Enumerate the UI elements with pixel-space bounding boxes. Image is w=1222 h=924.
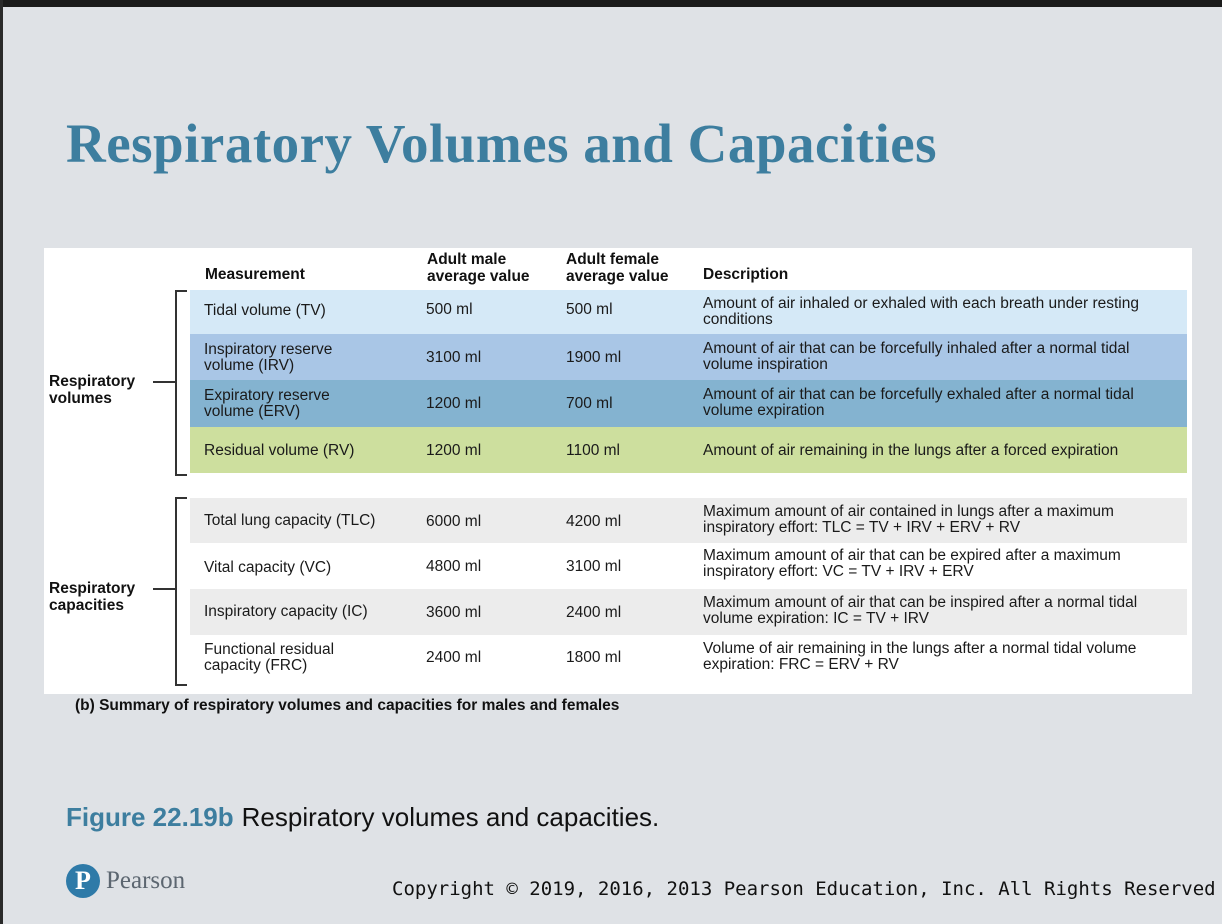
volume-row: [190, 290, 1187, 334]
capacity-row: [190, 498, 1187, 543]
male-value: 3100 ml: [426, 349, 482, 366]
measurement-cell: Inspiratory reserve volume (IRV): [204, 341, 333, 374]
female-value: 4200 ml: [566, 513, 622, 530]
measurement-cell: Inspiratory capacity (IC): [204, 603, 368, 620]
male-value: 1200 ml: [426, 442, 482, 459]
measurement-cell: Vital capacity (VC): [204, 559, 332, 576]
description-cell: Amount of air that can be forcefully inhaled after a normal tidal volume inspiration: [703, 340, 1130, 373]
volume-row: [190, 380, 1187, 427]
male-value: 1200 ml: [426, 395, 482, 412]
header-description: Description: [703, 266, 789, 283]
female-value: 1900 ml: [566, 349, 622, 366]
capacities-bracket: [175, 497, 187, 686]
figure-caption: [66, 802, 659, 833]
measurement-cell: Total lung capacity (TLC): [204, 512, 376, 529]
header-measurement: Measurement: [205, 266, 305, 283]
description-cell: Amount of air inhaled or exhaled with each breath under resting conditions: [703, 295, 1139, 328]
volumes-bracket: [175, 290, 187, 476]
header-male: Adult male average value: [427, 251, 530, 285]
volumes-bracket-tick: [153, 381, 175, 383]
measurement-cell: Tidal volume (TV): [204, 302, 326, 319]
window-top-bar: [0, 0, 1222, 7]
female-value: 3100 ml: [566, 558, 622, 575]
figure-caption-text: Respiratory volumes and capacities.: [241, 802, 660, 832]
slide-title: Respiratory Volumes and Capacities: [66, 113, 938, 174]
male-value: 4800 ml: [426, 558, 482, 575]
female-value: 2400 ml: [566, 604, 622, 621]
male-value: 3600 ml: [426, 604, 482, 621]
group-label-capacities: Respiratory capacities: [49, 580, 136, 614]
table-caption: (b) Summary of respiratory volumes and capacities for males and females: [75, 697, 620, 714]
female-value: 700 ml: [566, 395, 613, 412]
female-value: 1100 ml: [566, 442, 620, 459]
measurement-cell: Expiratory reserve volume (ERV): [204, 387, 330, 420]
description-cell: Maximum amount of air that can be inspired after a normal tidal volume expiration: IC = TV + IRV: [703, 594, 1138, 627]
header-female: Adult female average value: [566, 251, 669, 285]
measurement-cell: Functional residual capacity (FRC): [204, 641, 335, 674]
male-value: 500 ml: [426, 301, 473, 318]
description-cell: Volume of air remaining in the lungs after a normal tidal volume expiration: FRC = ERV + RV: [703, 640, 1137, 673]
capacity-row: [190, 543, 1187, 589]
group-label-volumes: Respiratory volumes: [49, 373, 136, 407]
pearson-p-icon: P: [66, 864, 100, 898]
description-cell: Maximum amount of air contained in lungs after a maximum inspiratory effort: TLC = TV + IRV + ERV + RV: [703, 503, 1114, 536]
description-cell: Maximum amount of air that can be expired after a maximum inspiratory effort: VC = TV + IRV + ERV: [703, 547, 1121, 580]
volume-row: [190, 427, 1187, 473]
capacity-row: [190, 589, 1187, 635]
description-cell: Amount of air remaining in the lungs after a forced expiration: [703, 442, 1119, 459]
measurement-cell: Residual volume (RV): [204, 442, 355, 459]
pearson-logo: [66, 864, 185, 898]
description-cell: Amount of air that can be forcefully exhaled after a normal tidal volume expiration: [703, 386, 1134, 419]
volume-row: [190, 334, 1187, 380]
female-value: 500 ml: [566, 301, 613, 318]
figure-number: Figure 22.19b: [66, 802, 234, 832]
pearson-wordmark: Pearson: [106, 867, 186, 894]
copyright-notice: Copyright © 2019, 2016, 2013 Pearson Education, Inc. All Rights Reserved: [392, 878, 1216, 900]
female-value: 1800 ml: [566, 649, 622, 666]
male-value: 2400 ml: [426, 649, 482, 666]
window-left-edge: [0, 0, 3, 924]
capacity-row: [190, 635, 1187, 681]
male-value: 6000 ml: [426, 513, 482, 530]
capacities-bracket-tick: [153, 588, 175, 590]
